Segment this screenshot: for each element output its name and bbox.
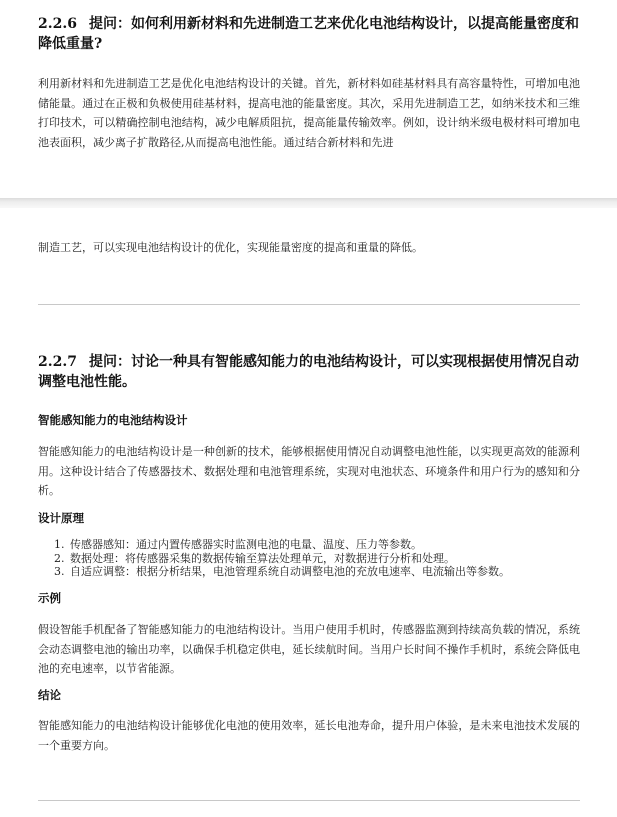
page-top	[0, 0, 617, 198]
intro-heading: 智能感知能力的电池结构设计	[38, 413, 188, 427]
principle-heading: 设计原理	[38, 511, 84, 525]
divider	[38, 800, 580, 801]
conclusion-heading: 结论	[38, 688, 61, 702]
list-item: 3. 自适应调整：根据分析结果，电池管理系统自动调整电池的充放电速率、电流输出等参数。	[68, 565, 580, 579]
intro-paragraph: 智能感知能力的电池结构设计是一种创新的技术，能够根据使用情况自动调整电池性能，以实现更高效的能源利用。这种设计结合了传感器技术、数据处理和电池管理系统，实现对电池状态、环境条件和用户行为的感知和分析。	[38, 445, 580, 497]
section-2-2-6-body	[38, 74, 580, 152]
list-item: 1. 传感器感知：通过内置传感器实时监测电池的电量、温度、压力等参数。	[68, 538, 580, 552]
section-title: 提问：如何利用新材料和先进制造工艺来优化电池结构设计，以提高能量密度和降低重量?	[38, 16, 579, 52]
section-number: 2.2.6	[38, 16, 77, 32]
paragraph: 制造工艺，可以实现电池结构设计的优化，实现能量密度的提高和重量的降低。	[38, 241, 423, 254]
section-number: 2.2.7	[38, 354, 77, 370]
paragraph: 利用新材料和先进制造工艺是优化电池结构设计的关键。首先，新材料如硅基材料具有高容量特性，可增加电池储能量。通过在正极和负极使用硅基材料，提高电池的能量密度。其次，采用先进制造工艺，如纳米技术和三维打印技术，可以精确控制电池结构，减少电解质阻抗，提高能量传输效率。例如，设计纳米级电极材料可增加电池表面积，减少离子扩散路径,从而提高电池性能。通过结合新材料和先进	[38, 77, 580, 149]
divider	[38, 304, 580, 305]
conclusion-paragraph: 智能感知能力的电池结构设计能够优化电池的使用效率，延长电池寿命，提升用户体验，是未来电池技术发展的一个重要方向。	[38, 719, 580, 752]
example-paragraph: 假设智能手机配备了智能感知能力的电池结构设计。当用户使用手机时，传感器监测到持续高负载的情况，系统会动态调整电池的输出功率，以确保手机稳定供电，延长续航时间。当用户长时间不操作手机时，系统会降低电池的充电速率，以节省能源。	[38, 623, 580, 675]
page-bottom	[0, 208, 617, 817]
section-title: 提问：讨论一种具有智能感知能力的电池结构设计，可以实现根据使用情况自动调整电池性能。	[38, 354, 579, 390]
page-gap	[0, 198, 617, 208]
list-item: 2. 数据处理：将传感器采集的数据传输至算法处理单元，对数据进行分析和处理。	[68, 552, 580, 566]
section-2-2-6-heading	[38, 14, 580, 54]
example-heading: 示例	[38, 591, 61, 605]
principle-list	[38, 538, 580, 579]
section-2-2-6-continued	[38, 238, 580, 258]
section-2-2-7-heading	[38, 352, 580, 392]
